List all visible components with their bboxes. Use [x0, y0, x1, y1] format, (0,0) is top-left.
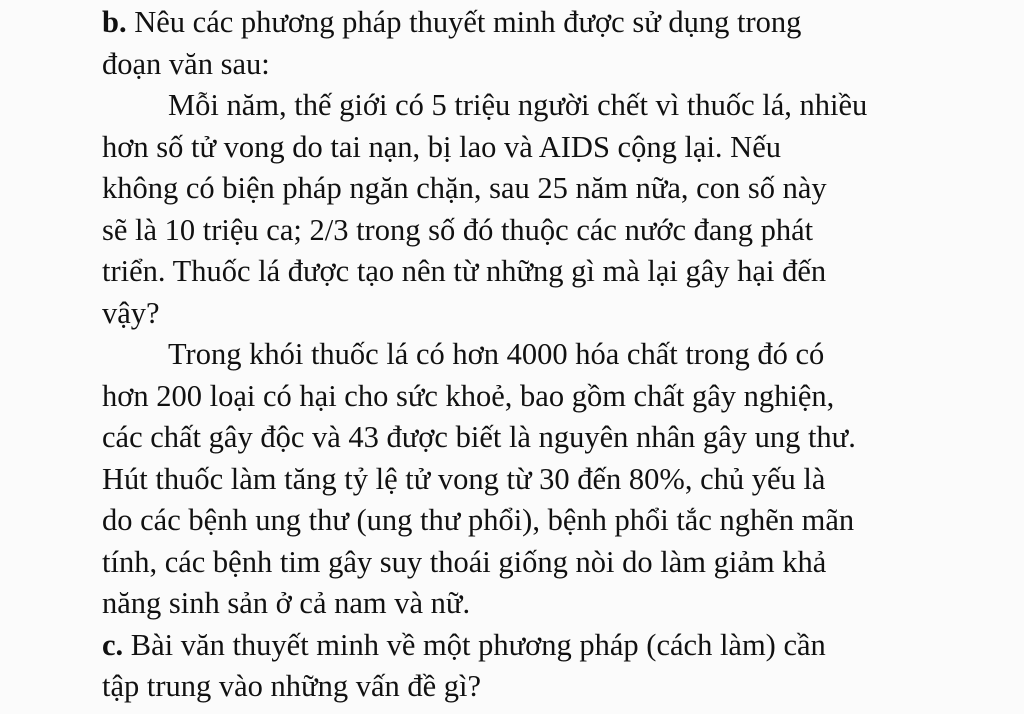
paragraph-2-line-4: Hút thuốc làm tăng tỷ lệ tử vong từ 30 đến 80%, chủ yếu là — [102, 461, 826, 496]
paragraph-2-line-1: Trong khói thuốc lá có hơn 4000 hóa chất trong đó có — [168, 337, 825, 371]
question-c-text: Bài văn thuyết minh về một phương pháp (cách làm) cần — [123, 627, 826, 662]
question-c-line-1 — [102, 625, 1002, 667]
paragraph-2-line-5: do các bệnh ung thư (ung thư phổi), bệnh phổi tắc nghẽn mãn — [102, 503, 855, 537]
document-text — [102, 0, 1002, 708]
paragraph-1-line-1: Mỗi năm, thế giới có 5 triệu người chết vì thuốc lá, nhiều — [168, 88, 868, 122]
paragraph-1-line-6: vậy? — [102, 295, 160, 330]
paragraph-1-line-2: hơn số tử vong do tai nạn, bị lao và AIDS cộng lại. Nếu — [102, 129, 781, 164]
paragraph-1-line-3: không có biện pháp ngăn chặn, sau 25 năm nữa, con số này — [102, 171, 827, 205]
paragraph-1-line-4: sẽ là 10 triệu ca; 2/3 trong số đó thuộc các nước đang phát — [102, 212, 814, 247]
question-b-line-2: đoạn văn sau: — [102, 46, 270, 81]
question-c-label: c. — [102, 627, 124, 662]
question-c-line-2: tập trung vào những vấn đề gì? — [102, 669, 482, 703]
paragraph-2-line-2: hơn 200 loại có hại cho sức khoẻ, bao gồm chất gây nghiện, — [102, 378, 835, 413]
paragraph-1-line-5: triển. Thuốc lá được tạo nên từ những gì mà lại gây hại đến — [102, 254, 827, 288]
paragraph-2-line-7: năng sinh sản ở cả nam và nữ. — [102, 586, 471, 620]
question-b-text: Nêu các phương pháp thuyết minh được sử dụng trong — [126, 5, 802, 39]
paragraph-2-line-3: các chất gây độc và 43 được biết là nguyên nhân gây ung thư. — [102, 420, 856, 454]
question-b-line-1 — [102, 2, 1002, 44]
question-b-label: b. — [102, 5, 127, 39]
paragraph-2-line-6: tính, các bệnh tim gây suy thoái giống nòi do làm giảm khả — [102, 544, 827, 579]
